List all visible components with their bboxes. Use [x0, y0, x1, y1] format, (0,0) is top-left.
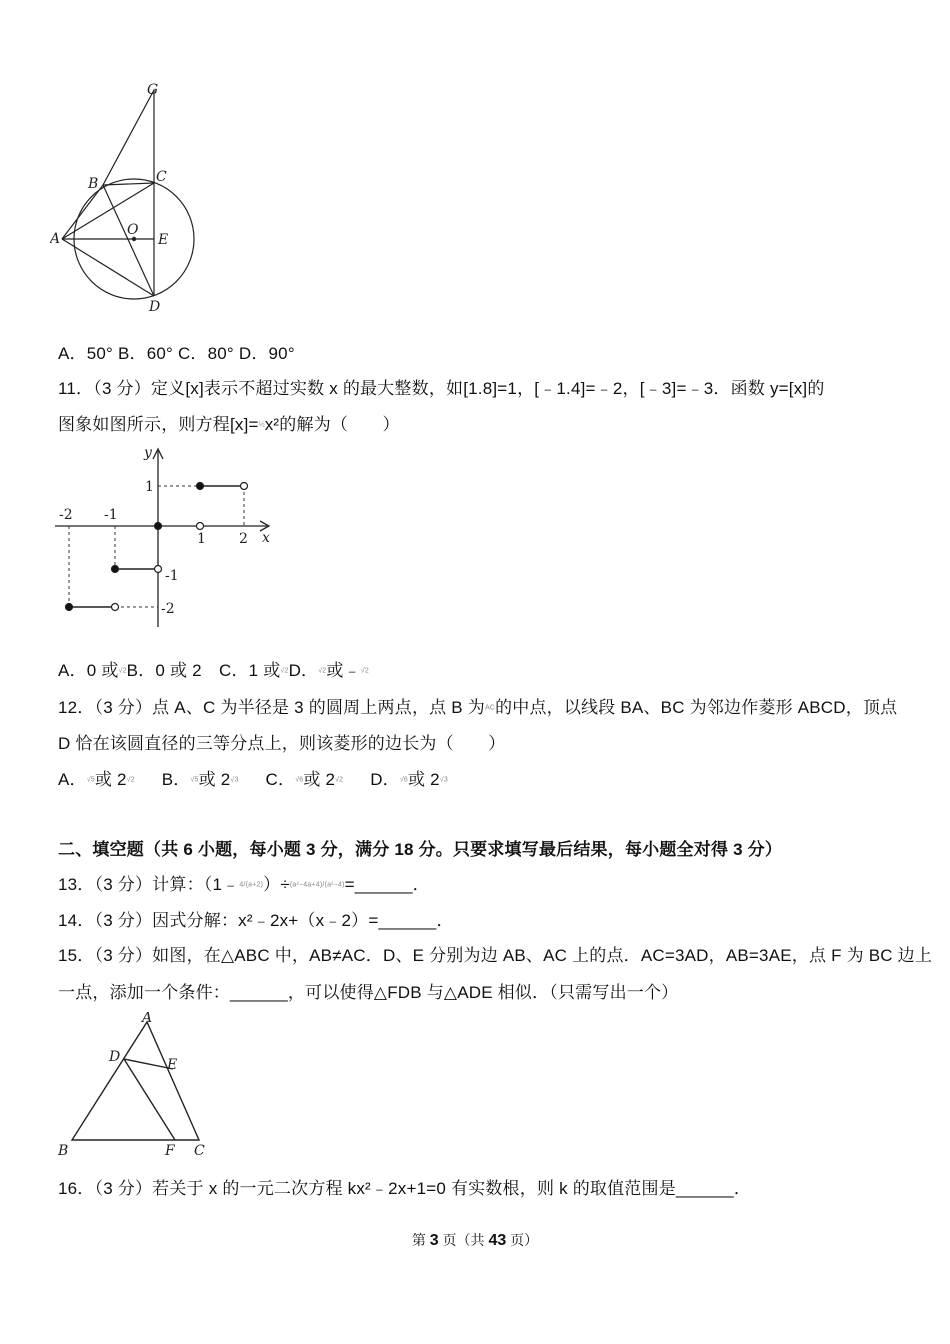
axis-y-label: y — [144, 445, 152, 461]
label-f: F — [165, 1143, 175, 1159]
q15-line1: 15．（3 分）如图，在△ABC 中，AB≠AC．D、E 分别为边 AB、AC 上的点．AC=3AD，AB=3AE，点 F 为 BC 边上 — [58, 946, 933, 965]
label-a: A — [142, 1012, 153, 1026]
tick-y-1: -1 — [165, 568, 179, 584]
q12-line1: 12．（3 分）点 A、C 为半径是 3 的圆周上两点，点 B 为AC的中点，以线段 BA、BC 为邻边作菱形 ABCD，顶点 — [58, 698, 898, 717]
axis-x-label: x — [262, 530, 270, 546]
tick-x-2: 1 — [197, 531, 206, 547]
q15-line2: 一点，添加一个条件：______，可以使得△FDB 与△ADE 相似．（只需写出一个） — [58, 983, 679, 1002]
label-c: C — [156, 169, 167, 185]
tick-y-2: -2 — [161, 601, 175, 617]
q16: 16．（3 分）若关于 x 的一元二次方程 kx²﹣2x+1=0 有实数根，则 k 的取值范围是______． — [58, 1179, 752, 1198]
label-a: A — [50, 231, 61, 247]
q15-figure — [52, 1012, 217, 1160]
tick-x-1: -1 — [104, 507, 118, 523]
tick-y-0: 1 — [145, 479, 154, 495]
q11-line2: 图象如图所示，则方程[x]=½x²的解为（ ） — [58, 415, 400, 434]
label-b: B — [88, 176, 99, 192]
q11-options: A．0 或√2B．0 或 2 C．1 或√2D．√2或﹣√2 — [58, 661, 369, 680]
label-g: G — [147, 82, 159, 98]
q14: 14．（3 分）因式分解：x²﹣2x+（x﹣2）=______． — [58, 911, 454, 930]
label-e: E — [158, 232, 169, 248]
label-c: C — [194, 1143, 205, 1159]
q11-graph — [55, 445, 285, 630]
q12-line2: D 恰在该圆直径的三等分点上，则该菱形的边长为（ ） — [58, 734, 506, 753]
q10-options: A．50° B．60° C．80° D．90° — [58, 344, 295, 363]
q11-line1: 11．（3 分）定义[x]表示不超过实数 x 的最大整数，如[1.8]=1，[﹣1.4]=﹣2，[﹣3]=﹣3．函数 y=[x]的 — [58, 379, 825, 398]
section-2-heading: 二、填空题（共 6 小题，每小题 3 分，满分 18 分。只要求填写最后结果，每小题全对得 3 分） — [58, 840, 783, 859]
q12-options: A．√5或 2√2 B．√5或 2√3 C．√6或 2√2 D．√6或 2√3 — [58, 770, 448, 789]
label-e: E — [167, 1057, 178, 1073]
label-d: D — [149, 299, 161, 315]
q13: 13．（3 分）计算：（1﹣4/(a+2)）÷(a²−4a+4)/(a²−4)=______． — [58, 875, 430, 894]
tick-x-3: 2 — [239, 531, 248, 547]
label-o: O — [127, 222, 139, 238]
label-d: D — [109, 1049, 121, 1065]
tick-x-0: -2 — [59, 507, 73, 523]
label-b: B — [58, 1143, 69, 1159]
q10-figure — [50, 78, 210, 318]
page-footer: 第 3 页（共 43 页） — [411, 1232, 539, 1249]
